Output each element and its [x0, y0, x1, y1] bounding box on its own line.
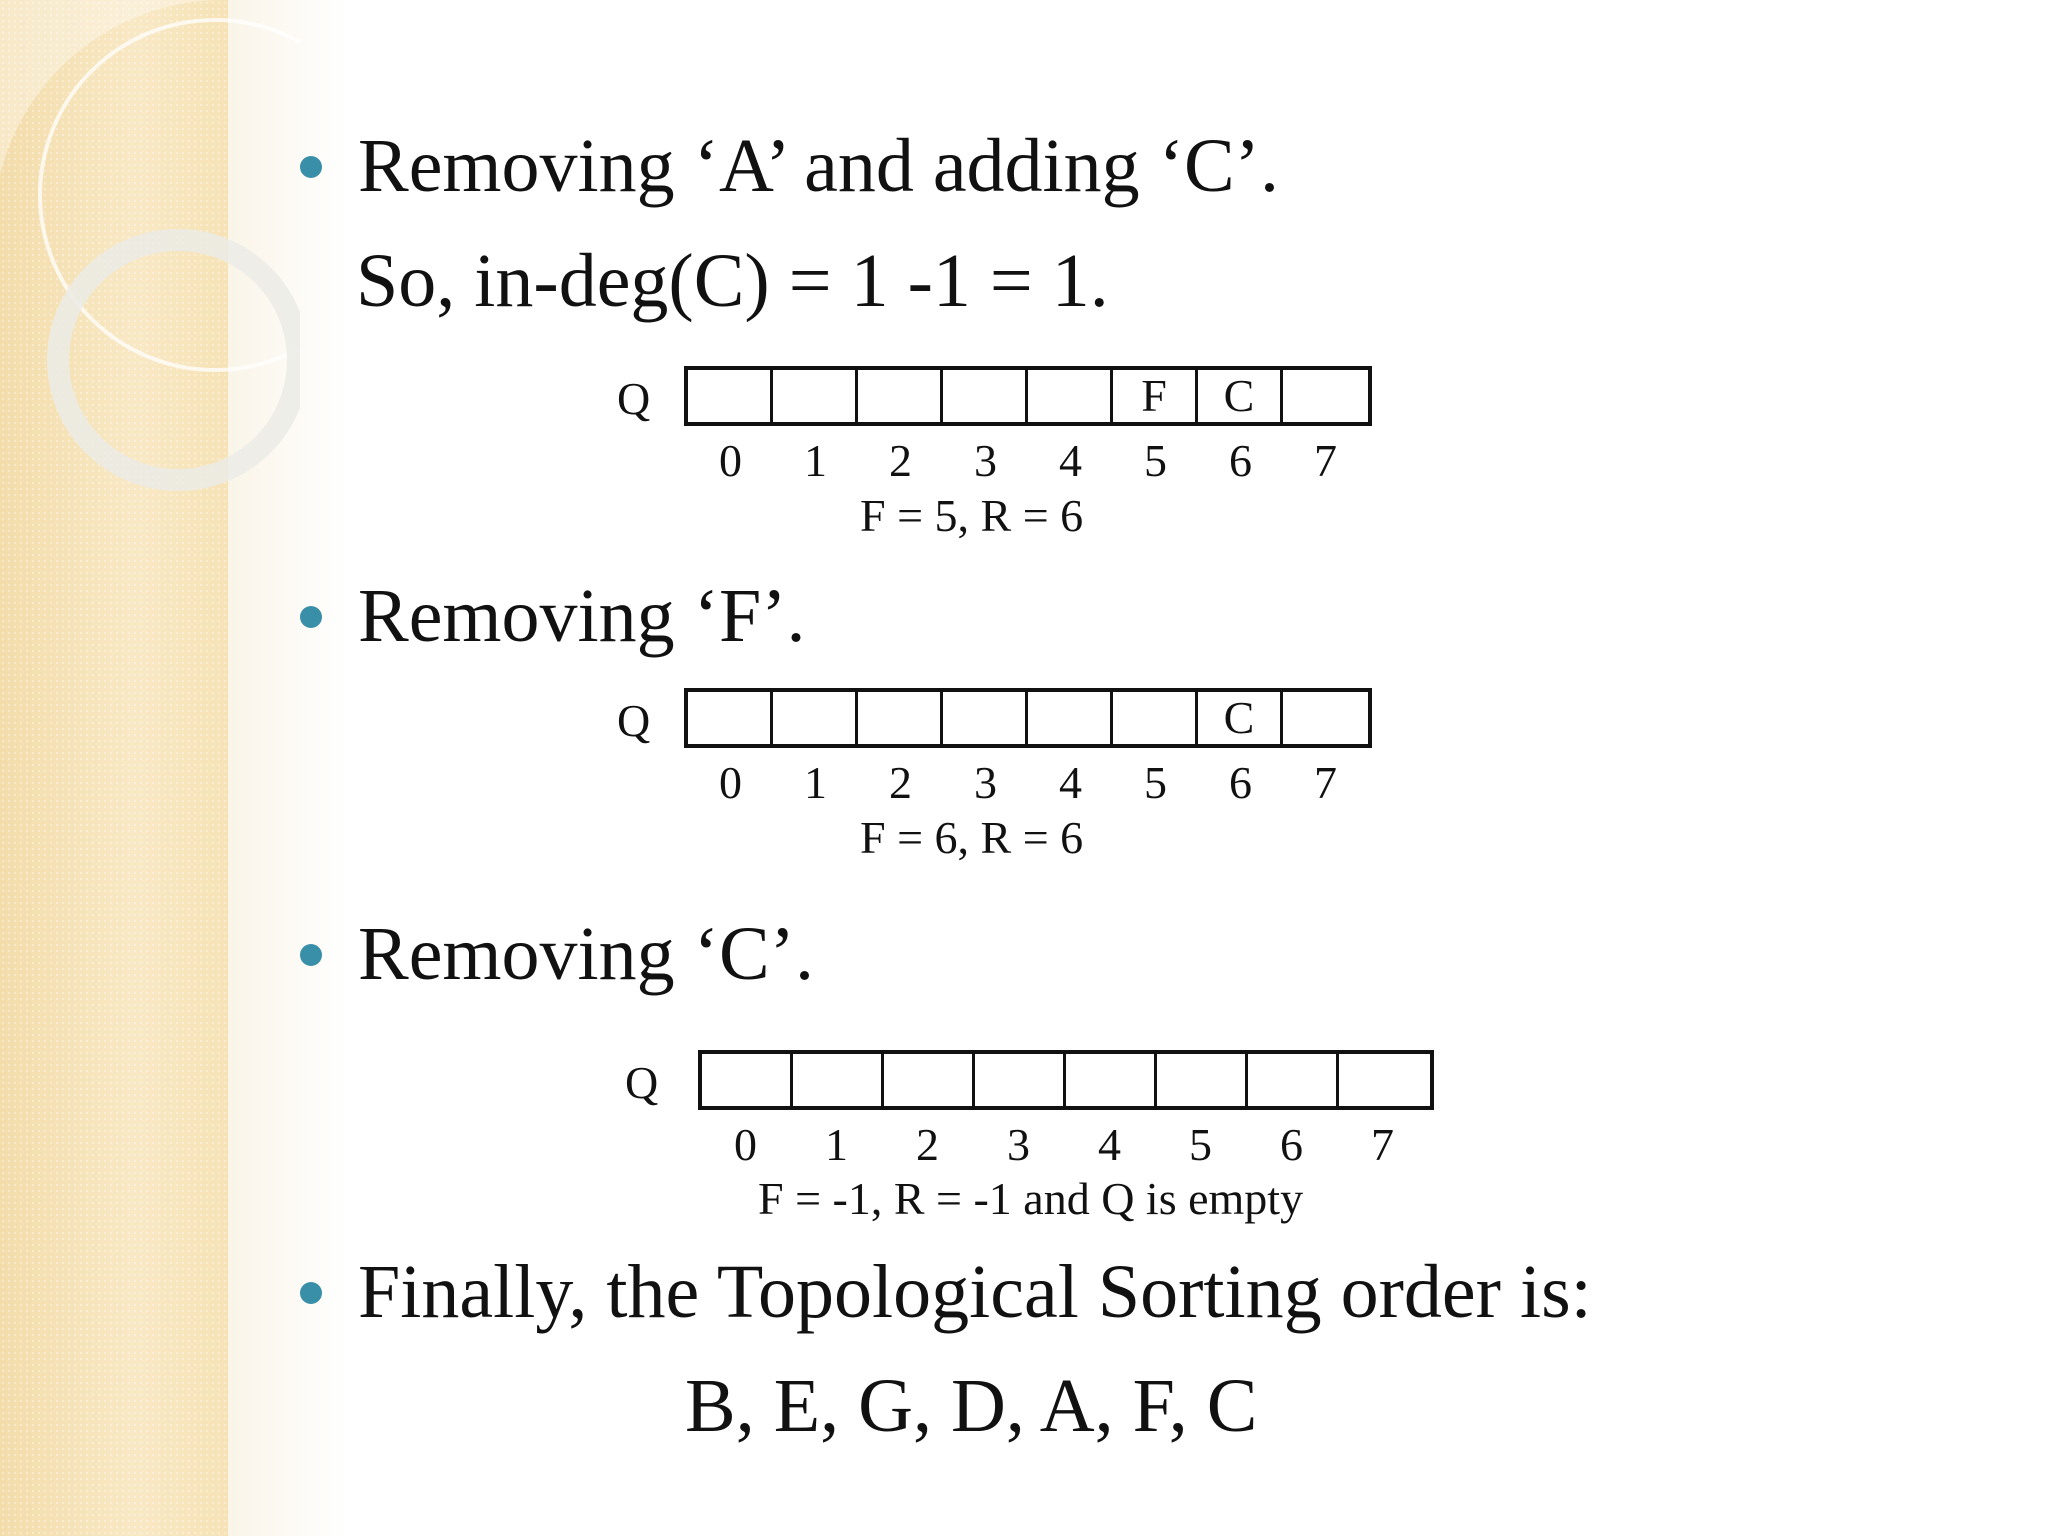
queue-cell-6: C — [1198, 370, 1283, 422]
queue-cell-3 — [943, 370, 1028, 422]
bullet-dot — [300, 1282, 322, 1304]
queue-index: 1 — [804, 757, 827, 808]
queue-array — [684, 688, 1372, 748]
queue-cell-1 — [773, 692, 858, 744]
queue-cell-7 — [1283, 370, 1368, 422]
front-rear-caption: F = 6, R = 6 — [860, 812, 1084, 863]
queue-label: Q — [625, 1057, 659, 1108]
queue-index: 7 — [1371, 1119, 1394, 1170]
queue-cell-2 — [858, 692, 943, 744]
queue-index: 7 — [1314, 435, 1337, 486]
queue-index: 6 — [1229, 757, 1252, 808]
queue-cell-5 — [1157, 1054, 1248, 1106]
queue-index: 4 — [1098, 1119, 1121, 1170]
queue-index: 5 — [1144, 757, 1167, 808]
front-rear-caption: F = 5, R = 6 — [860, 490, 1084, 541]
queue-index: 2 — [889, 435, 912, 486]
queue-index: 7 — [1314, 757, 1337, 808]
queue-cell-7 — [1339, 1054, 1430, 1106]
queue-index: 4 — [1059, 435, 1082, 486]
bullet-removing-a: Removing ‘A’ and adding ‘C’. — [358, 124, 1279, 208]
queue-index: 3 — [1007, 1119, 1030, 1170]
queue-cell-5: F — [1113, 370, 1198, 422]
decorative-rings — [0, 0, 300, 520]
queue-index: 5 — [1189, 1119, 1212, 1170]
bullet-removing-f: Removing ‘F’. — [358, 574, 806, 658]
bullet-removing-c: Removing ‘C’. — [358, 912, 814, 996]
queue-index: 0 — [719, 757, 742, 808]
queue-indices — [688, 435, 1368, 486]
queue-index: 3 — [974, 757, 997, 808]
queue-index: 0 — [719, 435, 742, 486]
thick-ring — [58, 240, 298, 480]
queue-index: 1 — [804, 435, 827, 486]
corner-arc-shade — [0, 0, 225, 175]
queue-index: 6 — [1280, 1119, 1303, 1170]
queue-cell-6: C — [1198, 692, 1283, 744]
front-rear-caption: F = -1, R = -1 and Q is empty — [758, 1173, 1304, 1224]
bullet-dot — [300, 156, 322, 178]
queue-cell-4 — [1028, 692, 1113, 744]
queue-index: 5 — [1144, 435, 1167, 486]
queue-cell-0 — [702, 1054, 793, 1106]
queue-index: 2 — [889, 757, 912, 808]
queue-cell-0 — [688, 692, 773, 744]
queue-cell-7 — [1283, 692, 1368, 744]
queue-cell-3 — [943, 692, 1028, 744]
queue-cell-5 — [1113, 692, 1198, 744]
queue-cell-0 — [688, 370, 773, 422]
queue-cell-1 — [793, 1054, 884, 1106]
large-ring — [40, 20, 300, 370]
queue-index: 6 — [1229, 435, 1252, 486]
bullet-dot — [300, 606, 322, 628]
queue-array — [684, 366, 1372, 426]
queue-cell-2 — [858, 370, 943, 422]
topological-order-result: B, E, G, D, A, F, C — [685, 1364, 1258, 1448]
queue-cell-6 — [1248, 1054, 1339, 1106]
queue-indices — [688, 757, 1368, 808]
queue-cell-4 — [1028, 370, 1113, 422]
queue-cell-1 — [773, 370, 858, 422]
queue-label: Q — [617, 695, 651, 746]
queue-index: 0 — [734, 1119, 757, 1170]
queue-cell-2 — [884, 1054, 975, 1106]
in-degree-line: So, in-deg(C) = 1 -1 = 1. — [356, 239, 1109, 323]
queue-cell-4 — [1066, 1054, 1157, 1106]
queue-index: 2 — [916, 1119, 939, 1170]
queue-indices — [700, 1119, 1428, 1170]
queue-index: 4 — [1059, 757, 1082, 808]
queue-array — [698, 1050, 1434, 1110]
queue-cell-3 — [975, 1054, 1066, 1106]
queue-label: Q — [617, 373, 651, 424]
bullet-final-order: Finally, the Topological Sorting order is: — [358, 1250, 1592, 1334]
queue-index: 1 — [825, 1119, 848, 1170]
bullet-dot — [300, 944, 322, 966]
queue-index: 3 — [974, 435, 997, 486]
